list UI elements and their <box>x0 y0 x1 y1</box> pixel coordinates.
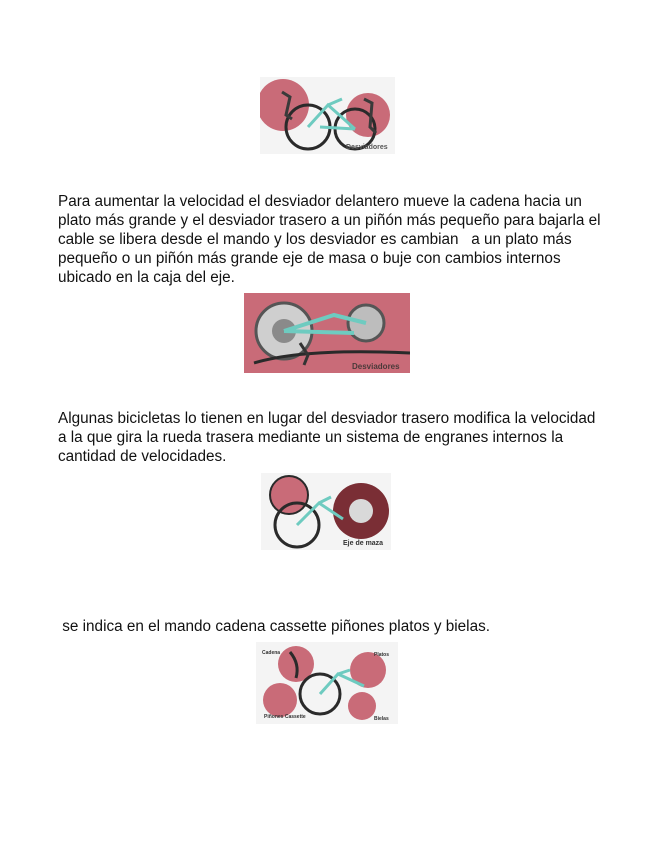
hub-axle-image <box>261 473 391 550</box>
label-pinones-cassette: Piñones Cassette <box>264 714 306 720</box>
derailleurs-image-1 <box>260 77 395 154</box>
label-bielas: Bielas <box>374 716 389 722</box>
image-2-caption: Desviadores <box>352 362 400 371</box>
image-3-caption: Eje de maza <box>343 540 384 547</box>
paragraph-1: Para aumentar la velocidad el desviador delantero mueve la cadena hacia un plato más grande y el desviador trasero a un piñón más pequeño para bajarla el cable se libera desde el mando y los desviador es cambian a un plato más pequeño o un piñón más grande eje de masa o buje con cambios internos ubicado en la caja del eje. <box>58 193 605 286</box>
image-1-caption: Desviadores <box>346 144 388 151</box>
label-platos: Platos <box>374 652 390 658</box>
components-image <box>256 642 398 724</box>
paragraph-2: Algunas bicicletas lo tienen en lugar del desviador trasero modifica la velocidad a la que gira la rueda trasera mediante un sistema de engranes internos la cantidad de velocidades. <box>58 410 600 465</box>
paragraph-3: se indica en el mando cadena cassette piñones platos y bielas. <box>58 618 490 635</box>
derailleurs-image-2 <box>244 293 410 373</box>
label-cadena: Cadena <box>262 650 281 656</box>
